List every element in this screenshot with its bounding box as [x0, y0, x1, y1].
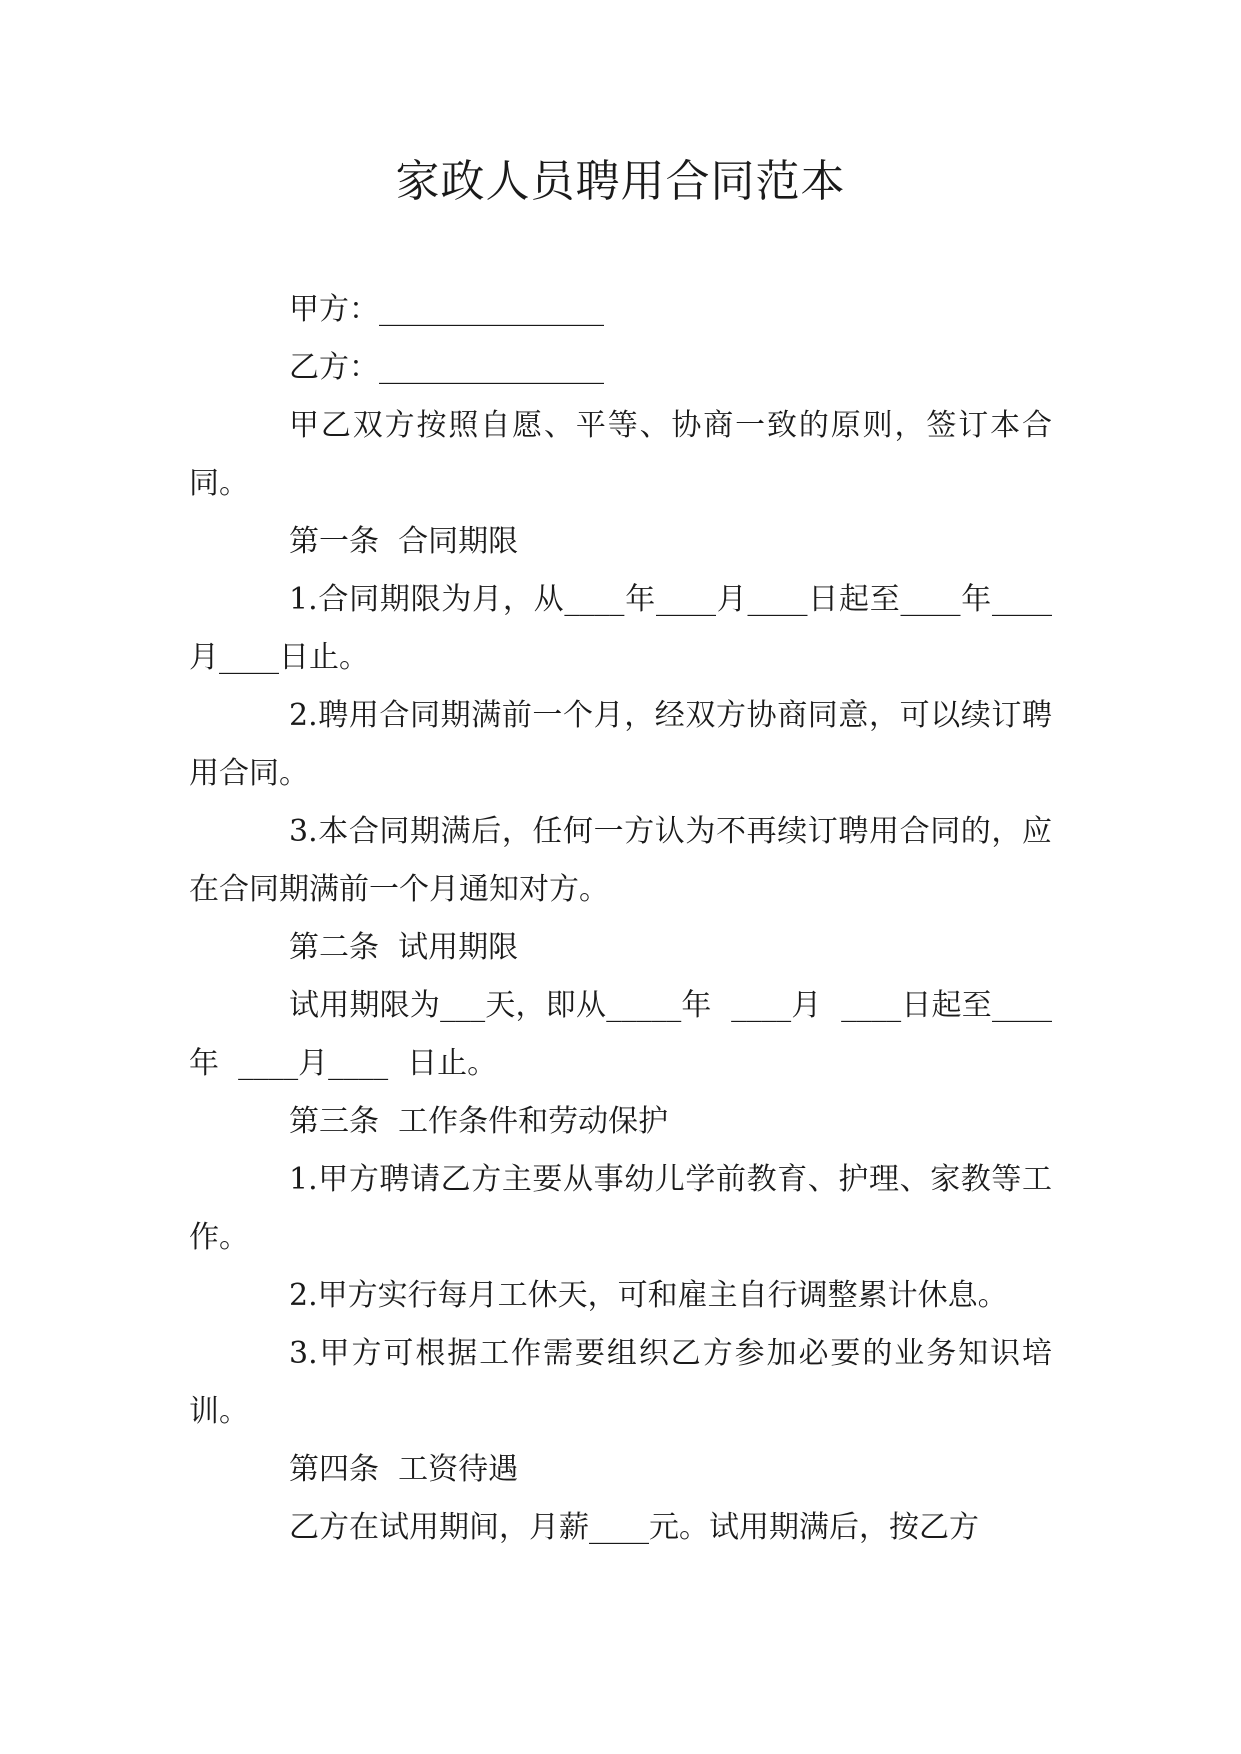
article-1-clause-2: 2.聘用合同期满前一个月，经双方协商同意，可以续订聘用合同。	[189, 698, 1052, 791]
article-2-clause: 试用期限为___天，即从_____年 ____月 ____日起至____年 ____月____ 日止。	[189, 988, 1052, 1081]
article-3-clause-1: 1.甲方聘请乙方主要从事幼儿学前教育、护理、家教等工作。	[189, 1162, 1052, 1255]
party-a-line: 甲方：_______________	[289, 292, 604, 327]
article-4-heading: 第四条 工资待遇	[289, 1452, 519, 1487]
article-1-clause-1: 1.合同期限为月，从____年____月____日起至____年____月____日止。	[189, 582, 1052, 675]
article-3-heading: 第三条 工作条件和劳动保护	[289, 1104, 669, 1139]
article-1-heading: 第一条 合同期限	[289, 524, 519, 559]
preamble-paragraph: 甲乙双方按照自愿、平等、协商一致的原则，签订本合同。	[189, 408, 1052, 501]
party-b-line: 乙方：_______________	[289, 350, 604, 385]
article-3-clause-2: 2.甲方实行每月工休天，可和雇主自行调整累计休息。	[289, 1278, 1008, 1313]
article-4-clause: 乙方在试用期间，月薪____元。试用期满后，按乙方	[289, 1510, 979, 1545]
article-2-heading: 第二条 试用期限	[289, 930, 519, 965]
article-3-clause-3: 3.甲方可根据工作需要组织乙方参加必要的业务知识培训。	[189, 1336, 1052, 1429]
article-1-clause-3: 3.本合同期满后，任何一方认为不再续订聘用合同的，应在合同期满前一个月通知对方。	[189, 814, 1052, 907]
document-title: 家政人员聘用合同范本	[395, 156, 846, 207]
document-body	[189, 281, 1052, 1557]
